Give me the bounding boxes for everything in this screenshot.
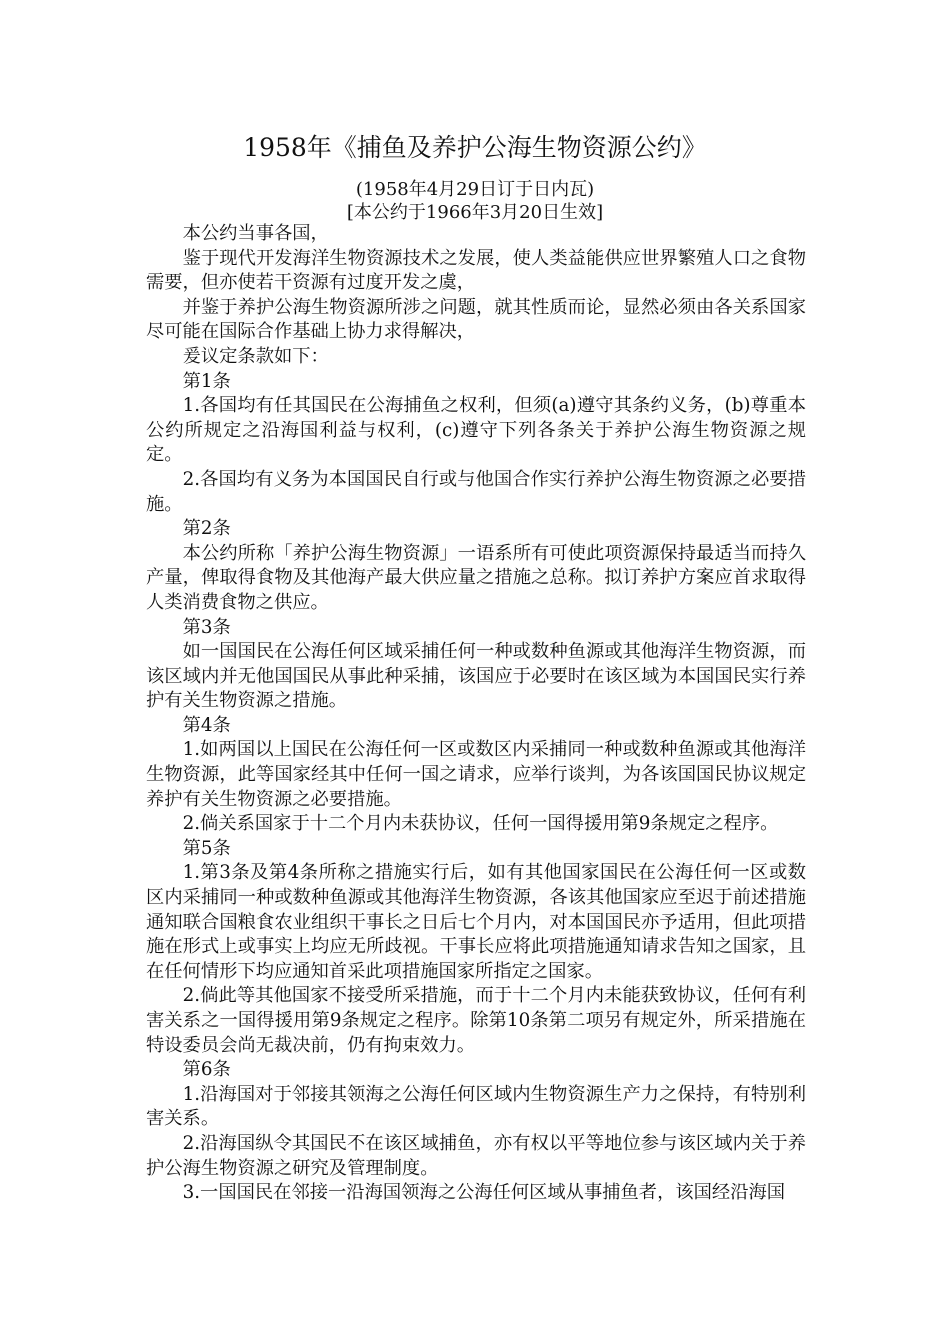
article-heading: 第4条	[182, 714, 231, 736]
paragraph: 2.倘关系国家于十二个月内未获协议，任何一国得援用第9条规定之程序。	[182, 813, 779, 835]
paragraph: 本公约当事各国，	[182, 223, 329, 244]
article-heading: 第6条	[182, 1059, 231, 1081]
paragraph: 1.第3条及第4条所称之措施实行后，如有其他国家国民在公海任何一区或数区内采捕同一种或数种鱼源或其他海洋生物资源，各该其他国家应至迟于前述措施通知联合国粮食农业组织干事长之日后七个月内，对本国国民亦予适用，但此项措施在形式上或事实上均应无所歧视。干事长应将此项措施通知请求告知之国家，且在任何情形下均应通知首采此项措施国家所指定之国家。	[146, 862, 806, 982]
article-heading: 第3条	[182, 616, 231, 638]
paragraph: 1.沿海国对于邻接其领海之公海任何区域内生物资源生产力之保持，有特别利害关系。	[146, 1083, 806, 1130]
paragraph: 2.沿海国纵令其国民不在该区域捕鱼，亦有权以平等地位参与该区域内关于养护公海生物资源之研究及管理制度。	[146, 1132, 806, 1179]
paragraph: 1.各国均有任其国民在公海捕鱼之权利，但须(a)遵守其条约义务，(b)尊重本公约所规定之沿海国利益与权利，(c)遵守下列各条关于养护公海生物资源之规定。	[146, 395, 806, 466]
paragraph: 如一国国民在公海任何区域采捕任何一种或数种鱼源或其他海洋生物资源，而该区域内并无他国国民从事此种采捕，该国应于必要时在该区域为本国国民实行养护有关生物资源之措施。	[146, 641, 806, 712]
paragraph: 1.如两国以上国民在公海任何一区或数区内采捕同一种或数种鱼源或其他海洋生物资源，此等国家经其中任何一国之请求，应举行谈判，为各该国国民协议规定养护有关生物资源之必要措施。	[146, 739, 806, 810]
document-signing-note: (1958年4月29日订于日内瓦)	[355, 179, 595, 200]
document-effective-note: [本公约于1966年3月20日生效]	[346, 202, 604, 223]
paragraph: 鉴于现代开发海洋生物资源技术之发展，使人类益能供应世界繁殖人口之食物需要，但亦使若干资源有过度开发之虞，	[146, 247, 806, 294]
paragraph: 2.倘此等其他国家不接受所采措施，而于十二个月内未能获致协议，任何有利害关系之一国得援用第9条规定之程序。除第10条第二项另有规定外，所采措施在特设委员会尚无裁决前，仍有拘束效力。	[146, 985, 806, 1056]
article-heading: 第1条	[182, 370, 231, 392]
paragraph: 本公约所称「养护公海生物资源」一语系所有可使此项资源保持最适当而持久产量，俾取得食物及其他海产最大供应量之措施之总称。拟订养护方案应首求取得人类消费食物之供应。	[146, 542, 806, 613]
paragraph: 2.各国均有义务为本国国民自行或与他国合作实行养护公海生物资源之必要措施。	[146, 468, 806, 515]
paragraph: 3.一国国民在邻接一沿海国领海之公海任何区域从事捕鱼者，该国经沿海国	[182, 1182, 786, 1204]
paragraph: 爰议定条款如下：	[182, 345, 329, 367]
document-body	[146, 222, 806, 1206]
article-heading: 第5条	[182, 837, 231, 859]
paragraph: 并鉴于养护公海生物资源所涉之问题，就其性质而论，显然必须由各关系国家尽可能在国际合作基础上协力求得解决，	[146, 296, 806, 343]
article-heading: 第2条	[182, 518, 231, 540]
document-title: 1958年《捕鱼及养护公海生物资源公约》	[243, 133, 707, 162]
